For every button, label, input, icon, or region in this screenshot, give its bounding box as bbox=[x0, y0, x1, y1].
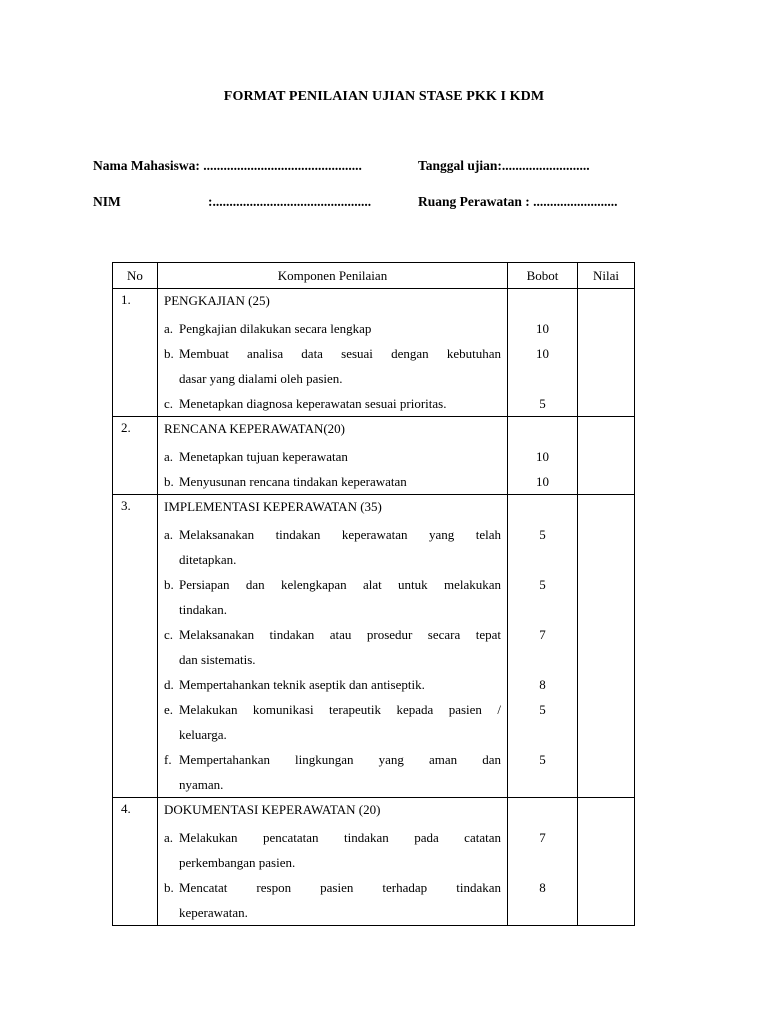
bobot-value: 8 bbox=[539, 880, 546, 895]
section-number: 4. bbox=[113, 798, 158, 926]
header-bobot: Bobot bbox=[508, 263, 578, 289]
list-item-continuation: ditetapkan. bbox=[179, 552, 237, 567]
assessment-table bbox=[112, 262, 635, 926]
bobot-value: 5 bbox=[539, 702, 546, 717]
section-components bbox=[158, 495, 508, 798]
bobot-value: 10 bbox=[536, 346, 549, 361]
bobot-value: 10 bbox=[536, 321, 549, 336]
section-number: 2. bbox=[113, 417, 158, 495]
list-item-continuation: dan sistematis. bbox=[179, 652, 256, 667]
section-components bbox=[158, 798, 508, 926]
list-item: a. Melaksanakan tindakan keperawatan yang telah bbox=[164, 527, 501, 542]
list-item: c. Menetapkan diagnosa keperawatan sesuai prioritas. bbox=[164, 396, 447, 411]
section-components bbox=[158, 289, 508, 417]
list-item: c. Melaksanakan tindakan atau prosedur secara tepat bbox=[164, 627, 501, 642]
table-row bbox=[113, 417, 635, 495]
section-components bbox=[158, 417, 508, 495]
bobot-value: 8 bbox=[539, 677, 546, 692]
nilai-cell[interactable] bbox=[578, 798, 635, 926]
list-item: b. Membuat analisa data sesuai dengan kebutuhan bbox=[164, 346, 501, 361]
bobot-value: 7 bbox=[539, 830, 546, 845]
section-title: IMPLEMENTASI KEPERAWATAN (35) bbox=[164, 499, 382, 514]
nim-field: :............................................... bbox=[208, 194, 372, 209]
section-number: 1. bbox=[113, 289, 158, 417]
list-item: f. Mempertahankan lingkungan yang aman dan bbox=[164, 752, 501, 767]
list-item: d. Mempertahankan teknik aseptik dan antiseptik. bbox=[164, 677, 425, 692]
list-item: a. Pengkajian dilakukan secara lengkap bbox=[164, 321, 372, 336]
section-title: RENCANA KEPERAWATAN(20) bbox=[164, 421, 345, 436]
list-item-continuation: keperawatan. bbox=[179, 905, 248, 920]
table-row bbox=[113, 289, 635, 417]
list-item: e. Melakukan komunikasi terapeutik kepada pasien / bbox=[164, 702, 501, 717]
bobot-cell bbox=[508, 495, 578, 798]
nilai-cell[interactable] bbox=[578, 289, 635, 417]
nilai-cell[interactable] bbox=[578, 495, 635, 798]
list-item: b. Persiapan dan kelengkapan alat untuk melakukan bbox=[164, 577, 501, 592]
list-item: a. Menetapkan tujuan keperawatan bbox=[164, 449, 348, 464]
bobot-value: 5 bbox=[539, 577, 546, 592]
table-header-row bbox=[113, 263, 635, 289]
header-nilai: Nilai bbox=[578, 263, 635, 289]
bobot-value: 10 bbox=[536, 449, 549, 464]
tanggal-ujian-field: Tanggal ujian:.......................... bbox=[418, 158, 590, 173]
bobot-cell bbox=[508, 289, 578, 417]
header-no: No bbox=[113, 263, 158, 289]
header-komponen: Komponen Penilaian bbox=[158, 263, 508, 289]
nim-label: NIM bbox=[93, 194, 121, 209]
list-item-continuation: nyaman. bbox=[179, 777, 224, 792]
bobot-value: 5 bbox=[539, 527, 546, 542]
section-number: 3. bbox=[113, 495, 158, 798]
list-item: a. Melakukan pencatatan tindakan pada catatan bbox=[164, 830, 501, 845]
bobot-cell bbox=[508, 798, 578, 926]
bobot-value: 7 bbox=[539, 627, 546, 642]
list-item: b. Mencatat respon pasien terhadap tindakan bbox=[164, 880, 501, 895]
table-row bbox=[113, 495, 635, 798]
section-title: PENGKAJIAN (25) bbox=[164, 293, 270, 308]
list-item-continuation: dasar yang dialami oleh pasien. bbox=[179, 371, 343, 386]
page-title: FORMAT PENILAIAN UJIAN STASE PKK I KDM bbox=[223, 89, 545, 104]
list-item-continuation: perkembangan pasien. bbox=[179, 855, 296, 870]
bobot-value: 5 bbox=[539, 396, 546, 411]
table-row bbox=[113, 798, 635, 926]
ruang-perawatan-field: Ruang Perawatan : ......................... bbox=[418, 194, 618, 209]
bobot-cell bbox=[508, 417, 578, 495]
list-item: b. Menyusunan rencana tindakan keperawatan bbox=[164, 474, 407, 489]
section-title: DOKUMENTASI KEPERAWATAN (20) bbox=[164, 802, 381, 817]
list-item-continuation: tindakan. bbox=[179, 602, 228, 617]
nama-mahasiswa-field: Nama Mahasiswa: ............................................... bbox=[93, 158, 362, 173]
bobot-value: 5 bbox=[539, 752, 546, 767]
list-item-continuation: keluarga. bbox=[179, 727, 227, 742]
bobot-value: 10 bbox=[536, 474, 549, 489]
nilai-cell[interactable] bbox=[578, 417, 635, 495]
